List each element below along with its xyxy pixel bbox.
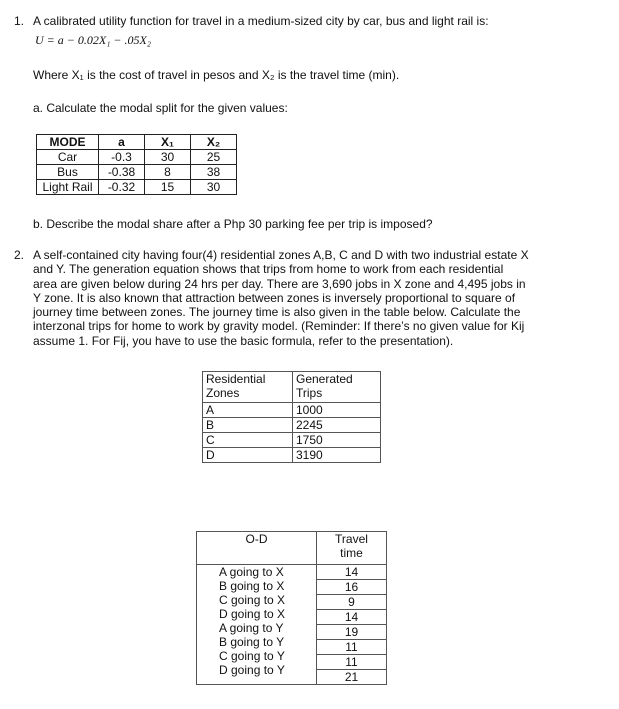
q2-paragraph <box>33 248 618 348</box>
generated-trips-table <box>202 371 381 463</box>
q2-line: A self-contained city having four(4) residential zones A,B, C and D with two industrial estate X <box>33 248 529 262</box>
q2-line: assume 1. For Fij, you have to use the basic formula, refer to the presentation). <box>33 333 454 348</box>
table-row <box>37 180 237 195</box>
cell-zone: C <box>203 433 293 448</box>
cell-x1: 8 <box>145 165 191 180</box>
time-list <box>317 565 387 685</box>
table-row <box>203 403 381 418</box>
utility-equation: U = a − 0.02X₁ − .05X₂ <box>35 33 151 47</box>
cell-x2: 30 <box>191 180 237 195</box>
travel-time: 11 <box>317 655 386 670</box>
cell-zone: A <box>203 403 293 418</box>
cell-mode: Car <box>37 150 99 165</box>
header-x2: X₂ <box>191 135 237 150</box>
od-pair: A going to Y <box>219 621 284 635</box>
header-mode: MODE <box>37 135 99 150</box>
q1-where: Where X₁ is the cost of travel in pesos and X₂ is the travel time (min). <box>33 68 400 82</box>
q2-line: Y zone. It is also known that attraction between zones is inversely proportional to square of <box>33 290 516 305</box>
od-pair: C going to X <box>219 593 286 607</box>
table-header-row <box>203 372 381 403</box>
cell-trips: 1000 <box>293 403 381 418</box>
table-row <box>197 565 387 685</box>
cell-mode: Light Rail <box>37 180 99 195</box>
od-pair: A going to X <box>219 565 284 579</box>
table-row <box>203 448 381 463</box>
od-pair: B going to Y <box>219 635 285 649</box>
od-list <box>197 565 317 685</box>
cell-trips: 3190 <box>293 448 381 463</box>
table-header-row <box>197 532 387 565</box>
table-row <box>203 433 381 448</box>
travel-time: 14 <box>317 565 386 580</box>
q1-part-a: a. Calculate the modal split for the given values: <box>33 101 288 115</box>
q1-number: 1. <box>14 14 25 28</box>
od-pair: B going to X <box>219 579 285 593</box>
q1-intro: A calibrated utility function for travel in a medium-sized city by car, bus and light rail is: <box>33 14 489 28</box>
table-row <box>37 150 237 165</box>
q2-line: interzonal trips for home to work by gravity model. (Reminder: If there’s no given value for Kij <box>33 319 525 334</box>
od-pair: D going to Y <box>219 663 285 677</box>
travel-time-table <box>196 531 387 685</box>
cell-x2: 25 <box>191 150 237 165</box>
cell-mode: Bus <box>37 165 99 180</box>
travel-time: 19 <box>317 625 386 640</box>
header-od: O-D <box>197 532 317 565</box>
cell-x1: 15 <box>145 180 191 195</box>
modal-split-table <box>36 134 237 195</box>
table-row <box>203 418 381 433</box>
q2-number: 2. <box>14 248 25 262</box>
travel-time: 21 <box>344 670 359 684</box>
cell-x1: 30 <box>145 150 191 165</box>
cell-a: -0.38 <box>99 165 145 180</box>
od-pair: C going to Y <box>219 649 285 663</box>
cell-trips: 2245 <box>293 418 381 433</box>
q2-line: journey time between zones. The journey time is also given in the table below. Calculate the <box>33 305 521 320</box>
table-header-row <box>37 135 237 150</box>
od-pair: D going to X <box>219 607 286 621</box>
header-a: a <box>99 135 145 150</box>
travel-time: 11 <box>317 640 386 655</box>
cell-zone: D <box>203 448 293 463</box>
cell-x2: 38 <box>191 165 237 180</box>
header-x1: X₁ <box>145 135 191 150</box>
cell-a: -0.32 <box>99 180 145 195</box>
cell-trips: 1750 <box>293 433 381 448</box>
q2-line: area are given below during 24 hrs per day. There are 3,690 jobs in X zone and 4,495 jobs in <box>33 276 526 291</box>
travel-time: 16 <box>317 580 386 595</box>
header-generated-trips: Generated Trips <box>293 372 381 403</box>
table-row <box>37 165 237 180</box>
q2-line: and Y. The generation equation shows that trips from home to work from each residential <box>33 262 504 277</box>
cell-zone: B <box>203 418 293 433</box>
cell-a: -0.3 <box>99 150 145 165</box>
header-residential-zones: Residential Zones <box>203 372 293 403</box>
header-travel-time: Travel time <box>317 532 387 565</box>
travel-time: 14 <box>317 610 386 625</box>
q1-part-b: b. Describe the modal share after a Php 30 parking fee per trip is imposed? <box>33 217 433 231</box>
travel-time: 9 <box>317 595 386 610</box>
